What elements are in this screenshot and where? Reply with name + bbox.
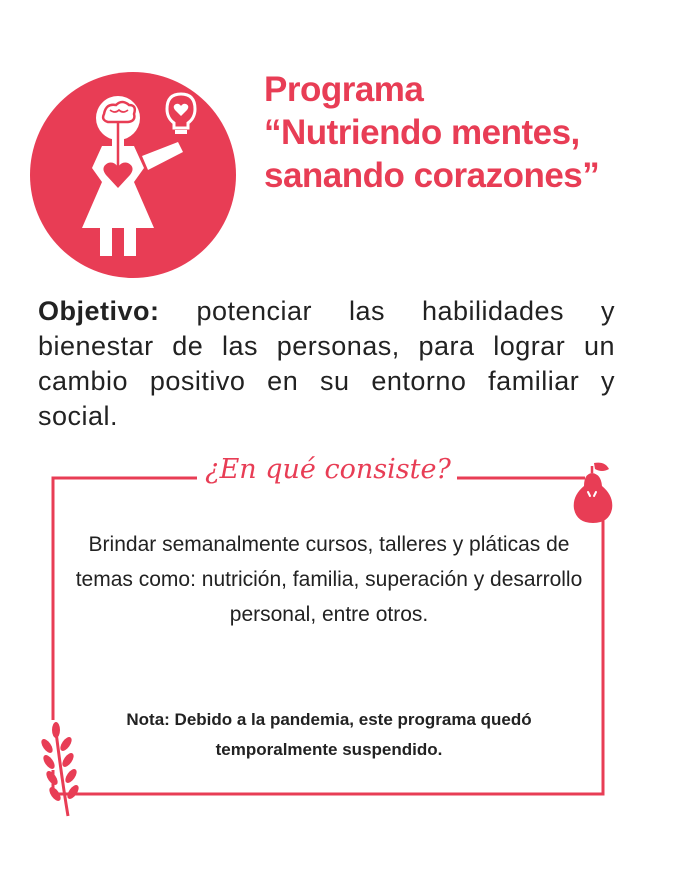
title-line-1: Programa [264,70,424,109]
objective-text: potenciar las habilidades y bienestar de las personas, para lograr un cambio positivo en su entorno familiar y social. [38,296,615,431]
section-title: ¿En qué consiste? [205,454,451,485]
objective-label: Objetivo: [38,296,160,326]
title-line-3: sanando corazones” [264,156,600,195]
section-description: Brindar semanalmente cursos, talleres y pláticas de temas como: nutrición, familia, superación y desarrollo personal, entre otros. [75,533,583,626]
pandemic-note: Nota: Debido a la pandemia, este programa quedó temporalmente suspendido. [126,710,532,759]
pear-icon [574,463,613,523]
title-line-2: “Nutriendo mentes, [264,113,580,152]
